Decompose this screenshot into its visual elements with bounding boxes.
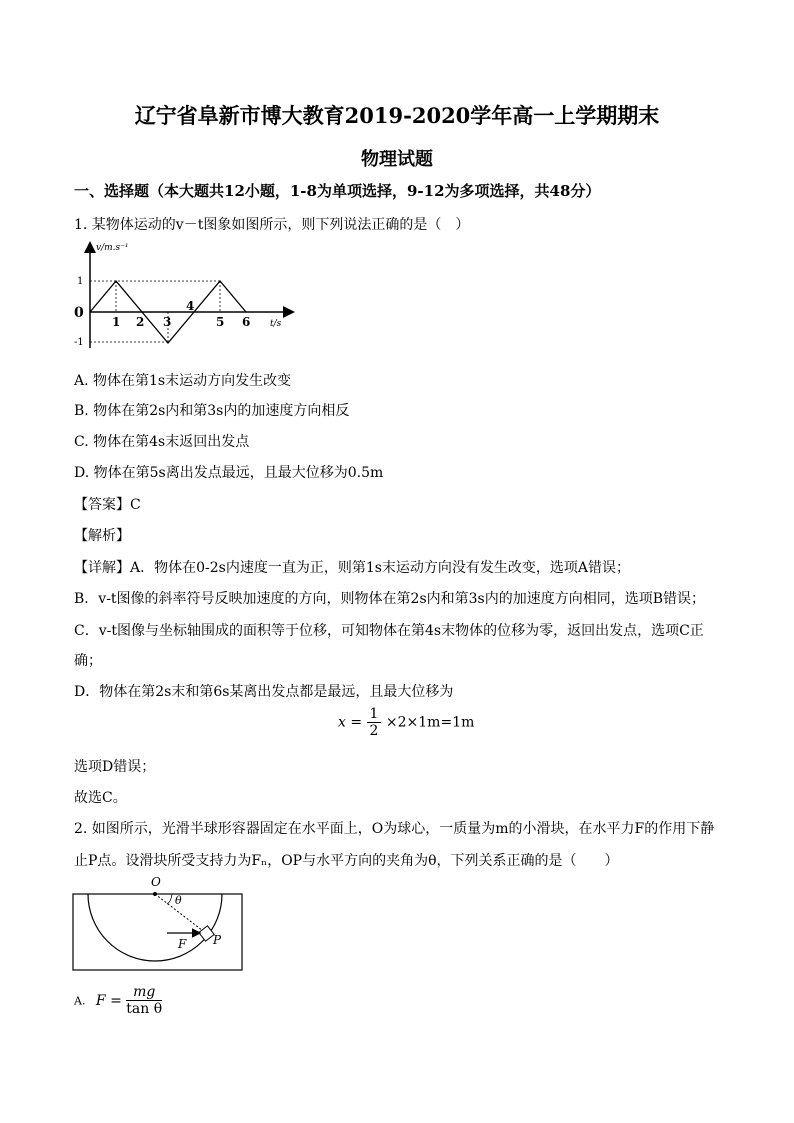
- section-heading: 一、选择题（本大题共12小题，1-8为单项选择，9-12为多项选择，共48分）: [74, 182, 601, 200]
- q1-detail-line7: 故选C。: [74, 790, 127, 806]
- q1-detail-line2: B．v-t图像的斜率符号反映加速度的方向，则物体在第2s内和第3s内的加速度方向相同，选项B错误；: [74, 591, 706, 607]
- y-tick-1: 1: [77, 276, 84, 287]
- q1-equation: [338, 706, 474, 739]
- page-subtitle: 物理试题: [361, 149, 433, 170]
- label-o: O: [151, 875, 161, 889]
- slider-block: [199, 926, 214, 941]
- label-p: P: [213, 933, 222, 947]
- page-title: 辽宁省阜新市博大教育2019-2020学年高一上学期期末: [134, 103, 660, 128]
- q1-option-a: A. 物体在第1s末运动方向发生改变: [74, 373, 292, 389]
- q2-option-a-lhs: F =: [95, 992, 122, 1009]
- x-tick-1: 1: [112, 315, 121, 329]
- q1-stem: 1. 某物体运动的v－t图象如图所示，则下列说法正确的是（ ）: [74, 217, 470, 233]
- x-tick-3: 3: [163, 315, 172, 329]
- eq-fraction: [367, 706, 382, 739]
- y-axis-label: v/m.s⁻¹: [96, 243, 129, 253]
- q1-answer: 【答案】C: [74, 497, 141, 513]
- q2-option-a-fraction: [126, 984, 162, 1017]
- angle-arc: [167, 894, 172, 904]
- x-tick-4: 4: [186, 299, 195, 313]
- q2-stem-line2: 止P点。设滑块所受支持力为Fₙ，OP与水平方向的夹角为θ，下列关系正确的是（ ）: [74, 853, 619, 869]
- x-tick-5: 5: [216, 315, 225, 329]
- q2-option-a: [74, 984, 162, 1017]
- q1-option-d: D. 物体在第5s离出发点最远，且最大位移为0.5m: [74, 465, 384, 481]
- origin-label: 0: [74, 305, 84, 321]
- eq-denominator: 2: [369, 723, 379, 739]
- q1-option-b: B. 物体在第2s内和第3s内的加速度方向相反: [74, 403, 350, 419]
- q2-stem-line1: 2. 如图所示，光滑半球形容器固定在水平面上，O为球心，一质量为m的小滑块，在水平力F的作用下静: [74, 821, 715, 837]
- eq-numerator: 1: [367, 706, 382, 723]
- container-block: [73, 894, 242, 970]
- q2-hemisphere-figure: [72, 872, 246, 974]
- q2-option-a-den: tan θ: [126, 1001, 163, 1017]
- x-tick-6: 6: [242, 315, 251, 329]
- eq-lhs: x =: [338, 714, 363, 731]
- q1-analysis-label: 【解析】: [74, 528, 130, 544]
- q1-detail-line5: D．物体在第2s末和第6s某离出发点都是最远，且最大位移为: [74, 684, 454, 700]
- label-theta: θ: [175, 894, 182, 907]
- q1-option-c: C. 物体在第4s末返回出发点: [74, 434, 250, 450]
- q1-detail-line6: 选项D错误；: [74, 759, 156, 775]
- label-f: F: [178, 937, 187, 951]
- x-tick-2: 2: [136, 315, 145, 329]
- y-tick-neg1: -1: [74, 337, 84, 348]
- q1-detail-line4: 确；: [74, 653, 102, 669]
- q1-vt-graph: [74, 238, 304, 358]
- q2-option-a-num: mg: [126, 984, 162, 1001]
- q2-option-a-prefix: A.: [74, 994, 86, 1008]
- eq-rhs: ×2×1m=1m: [385, 714, 475, 731]
- q1-detail-line1: 【详解】A．物体在0-2s内速度一直为正，则第1s末运动方向没有发生改变，选项A错误；: [74, 560, 631, 576]
- q1-detail-line3: C．v-t图像与坐标轴围成的面积等于位移，可知物体在第4s末物体的位移为零，返回出发点，选项C正: [74, 623, 704, 639]
- hemisphere-surface: [88, 894, 222, 961]
- x-axis-label: t/s: [270, 319, 282, 329]
